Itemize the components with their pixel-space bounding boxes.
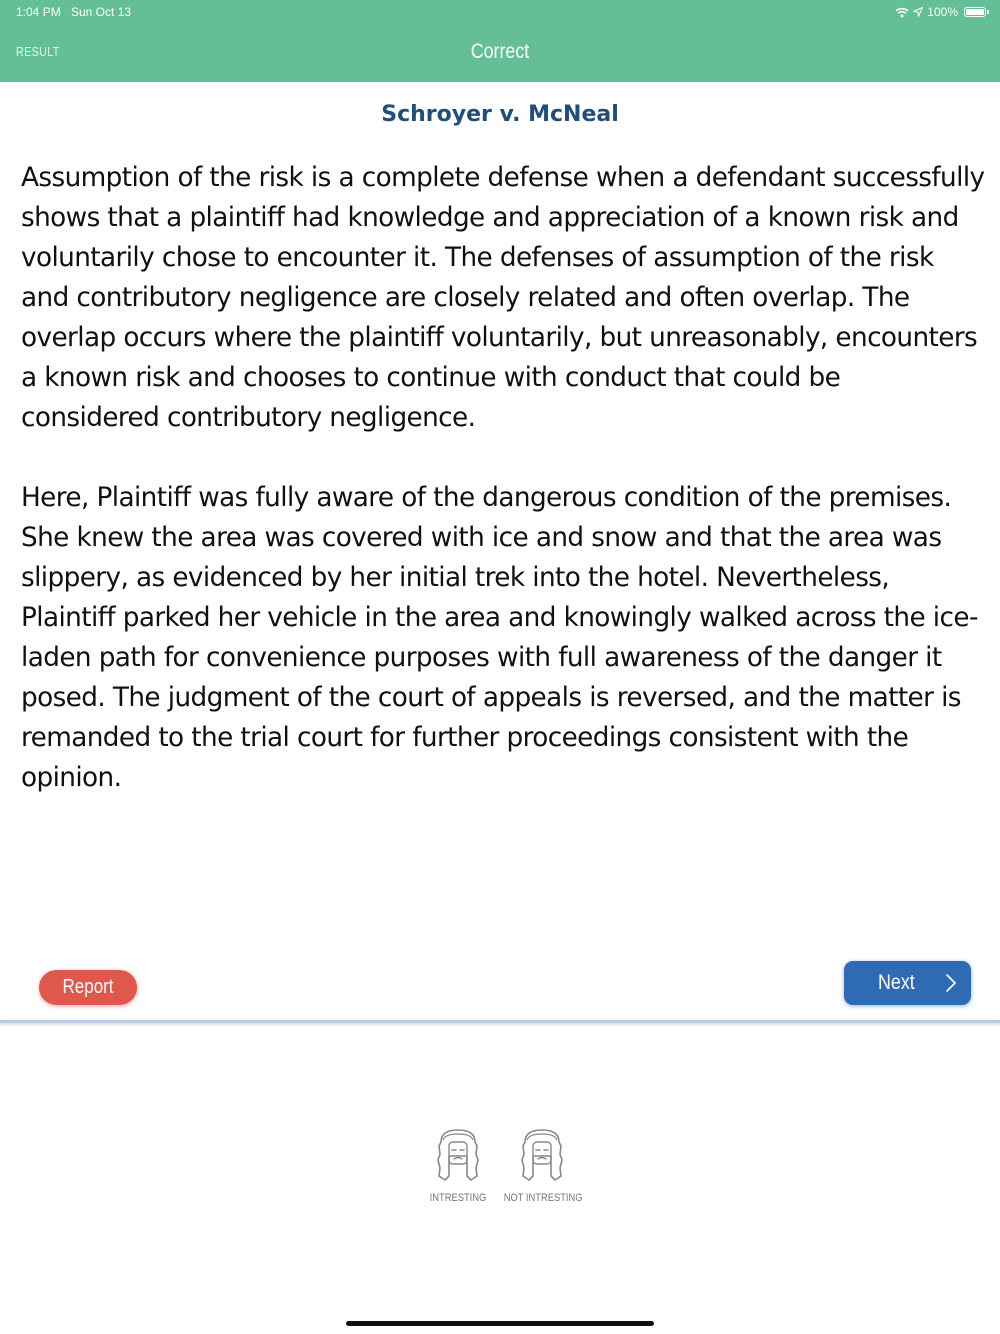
status-time: 1:04 PM (16, 5, 61, 19)
summary-paragraph: Assumption of the risk is a complete defense when a defendant successfully shows that a plaintiff had knowledge and appreciation of a known risk and voluntarily chose to encounter it. The defenses of assumption of the risk and contributory negligence are closely related and often overlap. The overlap occurs where the plaintiff voluntarily, but unreasonably, encounters a known risk and chooses to continue with conduct that could be considered contributory negligence. (21, 163, 985, 433)
result-back-button[interactable]: RESULT (16, 44, 60, 59)
interesting-button[interactable] (413, 1126, 503, 1204)
not-interesting-button[interactable] (497, 1126, 587, 1204)
page-title: Correct (470, 40, 530, 63)
judge-icon (431, 1126, 485, 1182)
report-button-label: Report (62, 976, 114, 998)
case-summary (21, 158, 986, 838)
wifi-icon (895, 7, 909, 18)
judge-icon (515, 1126, 569, 1182)
chevron-right-icon (945, 974, 957, 992)
home-indicator[interactable] (346, 1321, 654, 1326)
next-button[interactable] (844, 961, 971, 1005)
summary-paragraph: Here, Plaintiff was fully aware of the dangerous condition of the premises. She knew the area was covered with ice and snow and that the area was slippery, as evidenced by her initial trek into the hotel. Nevertheless, Plaintiff parked her vehicle in the area and knowingly walked across the ice-laden path for convenience purposes with full awareness of the danger it posed. The judgment of the court of appeals is reversed, and the matter is remanded to the trial court for further proceedings consistent with the opinion. (21, 483, 978, 793)
case-title: Schroyer v. McNeal (381, 102, 619, 127)
not-interesting-label: NOT INTRESTING (503, 1192, 583, 1204)
battery-icon (964, 7, 986, 17)
battery-percent: 100% (927, 5, 958, 19)
status-indicators (895, 4, 986, 20)
interesting-label: INTRESTING (429, 1192, 487, 1204)
report-button[interactable] (39, 970, 137, 1005)
app-header (0, 0, 1000, 82)
next-button-label: Next (878, 971, 915, 994)
status-date: Sun Oct 13 (71, 5, 132, 19)
section-divider (0, 1020, 1000, 1023)
location-icon (913, 7, 923, 17)
